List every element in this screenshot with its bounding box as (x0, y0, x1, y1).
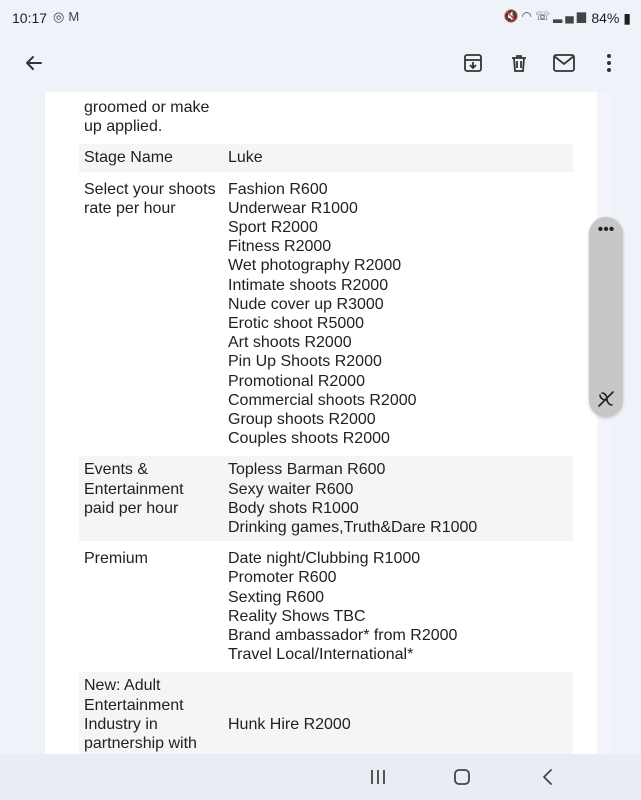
value-item: Wet photography R2000 (228, 257, 402, 275)
battery-indicator (591, 10, 631, 27)
battery-icon: ▮ (623, 10, 631, 26)
row-values (223, 94, 573, 140)
notification-icons (53, 9, 83, 25)
value-item: Luke (228, 149, 263, 167)
mark-unread-icon[interactable] (548, 47, 580, 79)
value-item: Travel Local/International* (228, 646, 414, 664)
more-horiz-icon[interactable]: ••• (597, 221, 615, 238)
email-content-sheet (45, 92, 597, 754)
row-label: Select your shoots rate per hour (84, 180, 216, 217)
value-item: Sport R2000 (228, 219, 318, 237)
value-item: Couples shoots R2000 (228, 430, 390, 448)
system-nav-bar (0, 754, 641, 800)
email-body[interactable] (0, 92, 641, 754)
status-bar (0, 0, 641, 34)
row-values (223, 545, 573, 668)
signal-icon: ▂▄▆ (553, 9, 589, 23)
value-item: Commercial shoots R2000 (228, 391, 417, 409)
value-item: Pin Up Shoots R2000 (228, 353, 382, 371)
table-row (79, 94, 573, 140)
row-label: Stage Name (79, 144, 223, 171)
table-row (79, 456, 573, 541)
back-icon[interactable] (537, 766, 561, 788)
mute-icon: 🔇 (503, 9, 522, 23)
table-row (79, 545, 573, 668)
wifi-calling-icon: ☏ (535, 9, 554, 23)
row-values (223, 176, 573, 453)
value-item: Date night/Clubbing R1000 (228, 550, 421, 568)
value-item: Promotional R2000 (228, 372, 365, 390)
value-item: Group shoots R2000 (228, 411, 376, 429)
value-item: Drinking games,Truth&Dare R1000 (228, 519, 478, 537)
value-item: Fitness R2000 (228, 238, 332, 256)
app-bar (0, 34, 641, 92)
value-item: Art shoots R2000 (228, 334, 352, 352)
battery-level: 84% (591, 10, 620, 26)
value-item: Underwear R1000 (228, 199, 358, 217)
floating-edge-panel[interactable] (589, 217, 623, 417)
value-item: Intimate shoots R2000 (228, 276, 389, 294)
delete-icon[interactable] (503, 47, 535, 79)
value-item: Reality Shows TBC (228, 607, 366, 625)
value-item: Sexy waiter R600 (228, 480, 354, 498)
value-item: Fashion R600 (228, 180, 328, 198)
more-vert-icon[interactable] (593, 47, 625, 79)
row-label: Events & Entertainment paid per hour (79, 456, 223, 541)
wifi-icon: ◠ (521, 9, 536, 23)
table-row (79, 144, 573, 171)
value-item: Brand ambassador* from R2000 (228, 627, 458, 645)
value-item: Body shots R1000 (228, 499, 359, 517)
value-item: Hunk Hire R2000 (228, 715, 351, 733)
recents-icon[interactable] (367, 766, 391, 788)
home-icon[interactable] (451, 766, 475, 788)
row-label: Premium (84, 550, 149, 568)
system-icons (504, 9, 589, 23)
row-label: groomed or make up applied. (84, 99, 210, 136)
pricing-table (79, 90, 573, 781)
back-arrow-icon[interactable] (18, 47, 50, 79)
value-item: Promoter R600 (228, 569, 337, 587)
gmail-icon: M (68, 9, 84, 24)
value-item: Sexting R600 (228, 588, 325, 606)
row-label: New: Adult Entertainment Industry in partnership with (79, 672, 223, 776)
clock: 10:17 (12, 10, 48, 26)
archive-icon[interactable] (457, 47, 489, 79)
unpin-icon[interactable] (596, 389, 616, 409)
value-item: Topless Barman R600 (228, 461, 386, 479)
value-item: Nude cover up R3000 (228, 295, 384, 313)
instagram-icon: ◎ (53, 9, 69, 24)
table-row (79, 176, 573, 453)
row-values (223, 144, 573, 171)
value-item: Erotic shoot R5000 (228, 315, 365, 333)
scroll-rail (597, 92, 611, 754)
row-values (223, 456, 573, 541)
